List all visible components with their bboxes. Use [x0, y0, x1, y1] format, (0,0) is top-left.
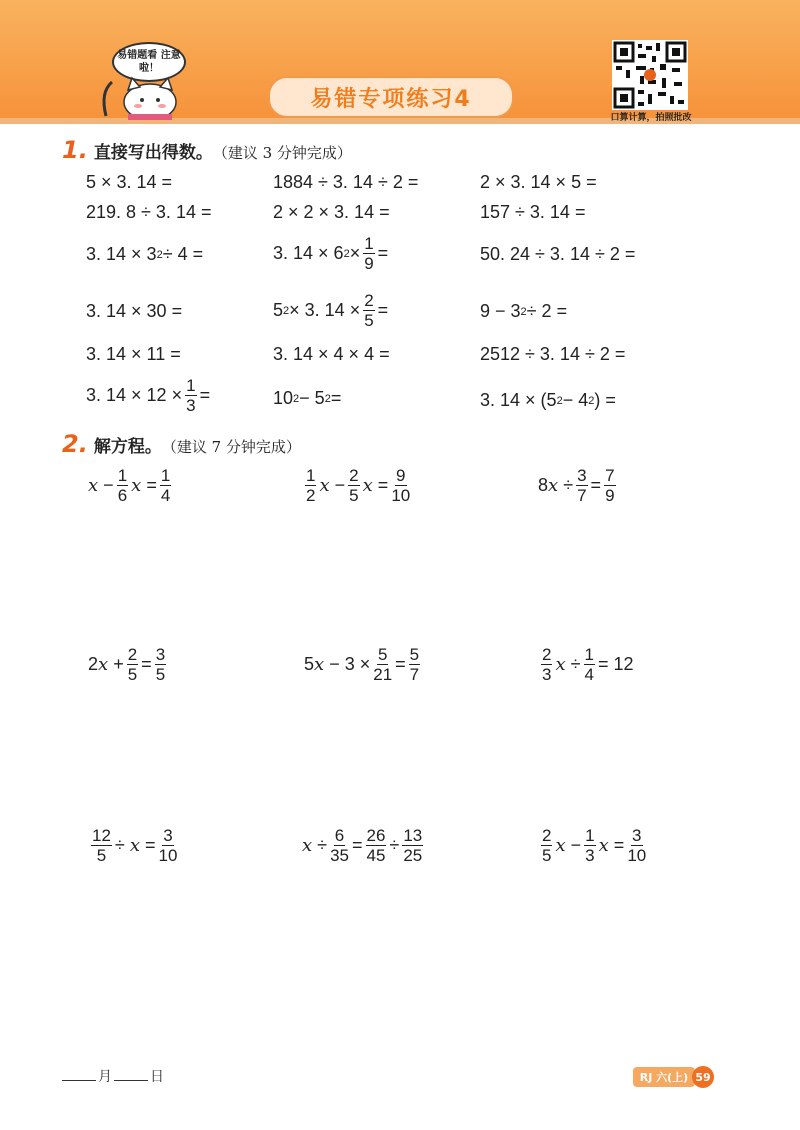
calc-item: [273, 388, 341, 409]
operator: −: [334, 475, 346, 495]
denominator: 10: [158, 846, 178, 865]
numerator: 1: [160, 466, 171, 485]
operator: =: [145, 835, 156, 855]
operator: =: [146, 475, 157, 495]
fraction: [584, 645, 595, 684]
coefficient: 5: [304, 654, 315, 674]
denominator: 5: [542, 846, 552, 865]
equation: [538, 645, 634, 684]
numerator: 26: [366, 826, 386, 845]
page-number: 59: [692, 1066, 714, 1088]
equation: [538, 466, 619, 505]
day-blank[interactable]: [114, 1080, 148, 1081]
operator: =: [141, 654, 152, 674]
equation: [302, 826, 426, 865]
expr-part: ) =: [594, 390, 616, 410]
page-title: 易错专项练习4: [310, 86, 472, 112]
operator: =: [377, 475, 389, 495]
exponent: 2: [520, 305, 527, 318]
fraction: [409, 645, 420, 684]
exponent: 2: [156, 248, 163, 261]
variable: x: [314, 654, 325, 675]
operator: ÷: [570, 654, 581, 674]
calc-item: 50. 24 ÷ 3. 14 ÷ 2 =: [480, 244, 636, 264]
operator: −: [103, 475, 114, 495]
section-number: 1.: [62, 136, 88, 164]
operator: =: [590, 475, 602, 495]
calc-item: 2 × 3. 14 × 5 =: [480, 172, 597, 192]
denominator: 4: [160, 486, 171, 505]
fraction: [363, 234, 374, 273]
numerator: 2: [542, 826, 552, 845]
variable: x: [129, 835, 140, 856]
numerator: 1: [186, 376, 196, 395]
numerator: 2: [542, 645, 552, 664]
fraction: [627, 826, 646, 865]
fraction: [91, 826, 112, 865]
calc-item: 3. 14 × 30 =: [86, 301, 183, 321]
expr-part: × 3. 14 ×: [289, 300, 361, 320]
fraction: [155, 645, 166, 684]
numerator: 12: [92, 826, 111, 845]
operator: − 3 ×: [329, 654, 371, 674]
denominator: 7: [409, 665, 420, 684]
date-field[interactable]: [60, 1066, 164, 1086]
variable: x: [548, 475, 559, 496]
section-note: （建议 7 分钟完成）: [161, 438, 301, 456]
section-title: 直接写出得数。: [93, 143, 213, 163]
calc-item: 2512 ÷ 3. 14 ÷ 2 =: [480, 344, 626, 364]
equation: [538, 826, 649, 865]
variable: x: [98, 654, 109, 675]
expr-part: =: [377, 300, 389, 320]
numerator: 13: [403, 826, 423, 845]
exponent: 2: [556, 394, 563, 407]
numerator: 9: [396, 466, 406, 485]
expr-part: =: [377, 243, 389, 263]
numerator: 1: [584, 645, 594, 664]
fraction: [576, 466, 587, 505]
numerator: 2: [127, 645, 138, 664]
fraction: [160, 466, 171, 505]
operator: ÷: [317, 835, 328, 855]
calc-item: [480, 301, 567, 322]
variable: x: [131, 475, 142, 496]
operator: = 12: [598, 654, 634, 674]
month-blank[interactable]: [62, 1080, 96, 1081]
numerator: 1: [364, 234, 374, 253]
numerator: 1: [585, 826, 595, 845]
calc-item: [273, 234, 388, 273]
equation: [88, 826, 180, 865]
fraction: [366, 826, 387, 865]
qr-code-icon[interactable]: [612, 40, 688, 110]
exponent: 2: [343, 247, 350, 260]
qr-caption: 口算计算，拍照批改: [610, 113, 692, 123]
denominator: 3: [585, 846, 595, 865]
calc-item: 5 × 3. 14 =: [86, 172, 173, 192]
denominator: 9: [364, 254, 374, 273]
numerator: 3: [155, 645, 166, 664]
section-2-heading: [62, 430, 301, 458]
expr-part: ×: [349, 243, 361, 263]
calc-item: [86, 244, 203, 265]
numerator: 5: [377, 645, 388, 664]
expr-part: 5: [273, 300, 284, 320]
calc-item: 1884 ÷ 3. 14 ÷ 2 =: [273, 172, 419, 192]
section-1-heading: [62, 136, 352, 164]
variable: x: [555, 835, 566, 856]
calc-item: [480, 390, 616, 411]
cat-mascot-icon: [98, 72, 188, 120]
coefficient: 8: [538, 475, 549, 495]
denominator: 5: [349, 486, 359, 505]
equation: [88, 645, 169, 684]
numerator: 2: [349, 466, 359, 485]
numerator: 2: [364, 291, 374, 310]
section-number: 2.: [62, 430, 88, 458]
exponent: 2: [324, 392, 331, 405]
operator: ÷: [389, 835, 400, 855]
expr-part: =: [330, 388, 342, 408]
month-label: 月: [98, 1069, 112, 1085]
numerator: 3: [577, 466, 587, 485]
denominator: 6: [117, 486, 128, 505]
exponent: 2: [283, 304, 290, 317]
fraction: [604, 466, 615, 505]
calc-item: 157 ÷ 3. 14 =: [480, 202, 586, 222]
fraction: [363, 291, 374, 330]
fraction: [117, 466, 128, 505]
equation: [304, 645, 423, 684]
fraction: [159, 826, 178, 865]
denominator: 21: [373, 665, 393, 684]
day-label: 日: [150, 1069, 164, 1085]
fraction: [348, 466, 359, 505]
grade-tag: RJ 六(上): [633, 1067, 695, 1087]
expr-part: ÷ 2 =: [526, 301, 568, 321]
expr-part: 3. 14 × 3: [86, 244, 157, 264]
fraction: [402, 826, 423, 865]
calc-item: 2 × 2 × 3. 14 =: [273, 202, 390, 222]
expr-part: =: [199, 385, 211, 405]
fraction: [584, 826, 595, 865]
denominator: 10: [627, 846, 647, 865]
numerator: 1: [306, 466, 316, 485]
fraction: [305, 466, 316, 505]
coefficient: 2: [88, 654, 99, 674]
operator: =: [351, 835, 363, 855]
expr-part: 3. 14 × 12 ×: [86, 385, 183, 405]
expr-part: 3. 14 × 6: [273, 243, 344, 263]
operator: ÷: [563, 475, 574, 495]
numerator: 3: [163, 826, 173, 845]
title-banner: [268, 76, 514, 118]
variable: x: [88, 475, 99, 496]
denominator: 4: [584, 665, 594, 684]
fraction: [541, 826, 552, 865]
expr-part: − 5: [299, 388, 325, 408]
fraction: [541, 645, 552, 684]
denominator: 9: [605, 486, 615, 505]
operator: =: [613, 835, 625, 855]
denominator: 35: [330, 846, 349, 865]
numerator: 3: [632, 826, 642, 845]
operator: ÷: [114, 835, 125, 855]
denominator: 25: [403, 846, 423, 865]
operator: −: [570, 835, 582, 855]
exponent: 2: [588, 394, 595, 407]
fraction: [330, 826, 349, 865]
denominator: 5: [96, 846, 107, 865]
variable: x: [362, 475, 373, 496]
numerator: 6: [334, 826, 345, 845]
operator: +: [113, 654, 124, 674]
expr-part: ÷ 4 =: [162, 244, 204, 264]
numerator: 7: [605, 466, 615, 485]
section-note: （建议 3 分钟完成）: [212, 144, 352, 162]
operator: =: [395, 654, 406, 674]
denominator: 3: [542, 665, 552, 684]
calc-item: [273, 291, 388, 330]
calc-item: 219. 8 ÷ 3. 14 =: [86, 202, 212, 222]
fraction: [127, 645, 138, 684]
fraction: [391, 466, 410, 505]
equation: [88, 466, 174, 505]
calc-item: 3. 14 × 11 =: [86, 344, 181, 364]
variable: x: [302, 835, 313, 856]
numerator: 5: [409, 645, 420, 664]
equation: [302, 466, 413, 505]
variable: x: [555, 654, 566, 675]
denominator: 5: [364, 311, 374, 330]
numerator: 1: [117, 466, 128, 485]
denominator: 2: [306, 486, 316, 505]
denominator: 5: [127, 665, 138, 684]
calc-item: [86, 376, 210, 415]
denominator: 10: [391, 486, 411, 505]
expr-part: 9 − 3: [480, 301, 521, 321]
expr-part: − 4: [562, 390, 589, 410]
exponent: 2: [293, 392, 300, 405]
fraction: [373, 645, 392, 684]
variable: x: [319, 475, 330, 496]
denominator: 7: [577, 486, 587, 505]
expr-part: 3. 14 × (5: [480, 390, 557, 410]
expr-part: 10: [273, 388, 294, 408]
calc-item: 3. 14 × 4 × 4 =: [273, 344, 390, 364]
variable: x: [598, 835, 609, 856]
section-title: 解方程。: [93, 437, 162, 457]
speech-bubble: 易错题看 注意啦！: [112, 42, 186, 82]
denominator: 5: [155, 665, 166, 684]
fraction: [185, 376, 196, 415]
denominator: 45: [366, 846, 386, 865]
denominator: 3: [186, 396, 196, 415]
